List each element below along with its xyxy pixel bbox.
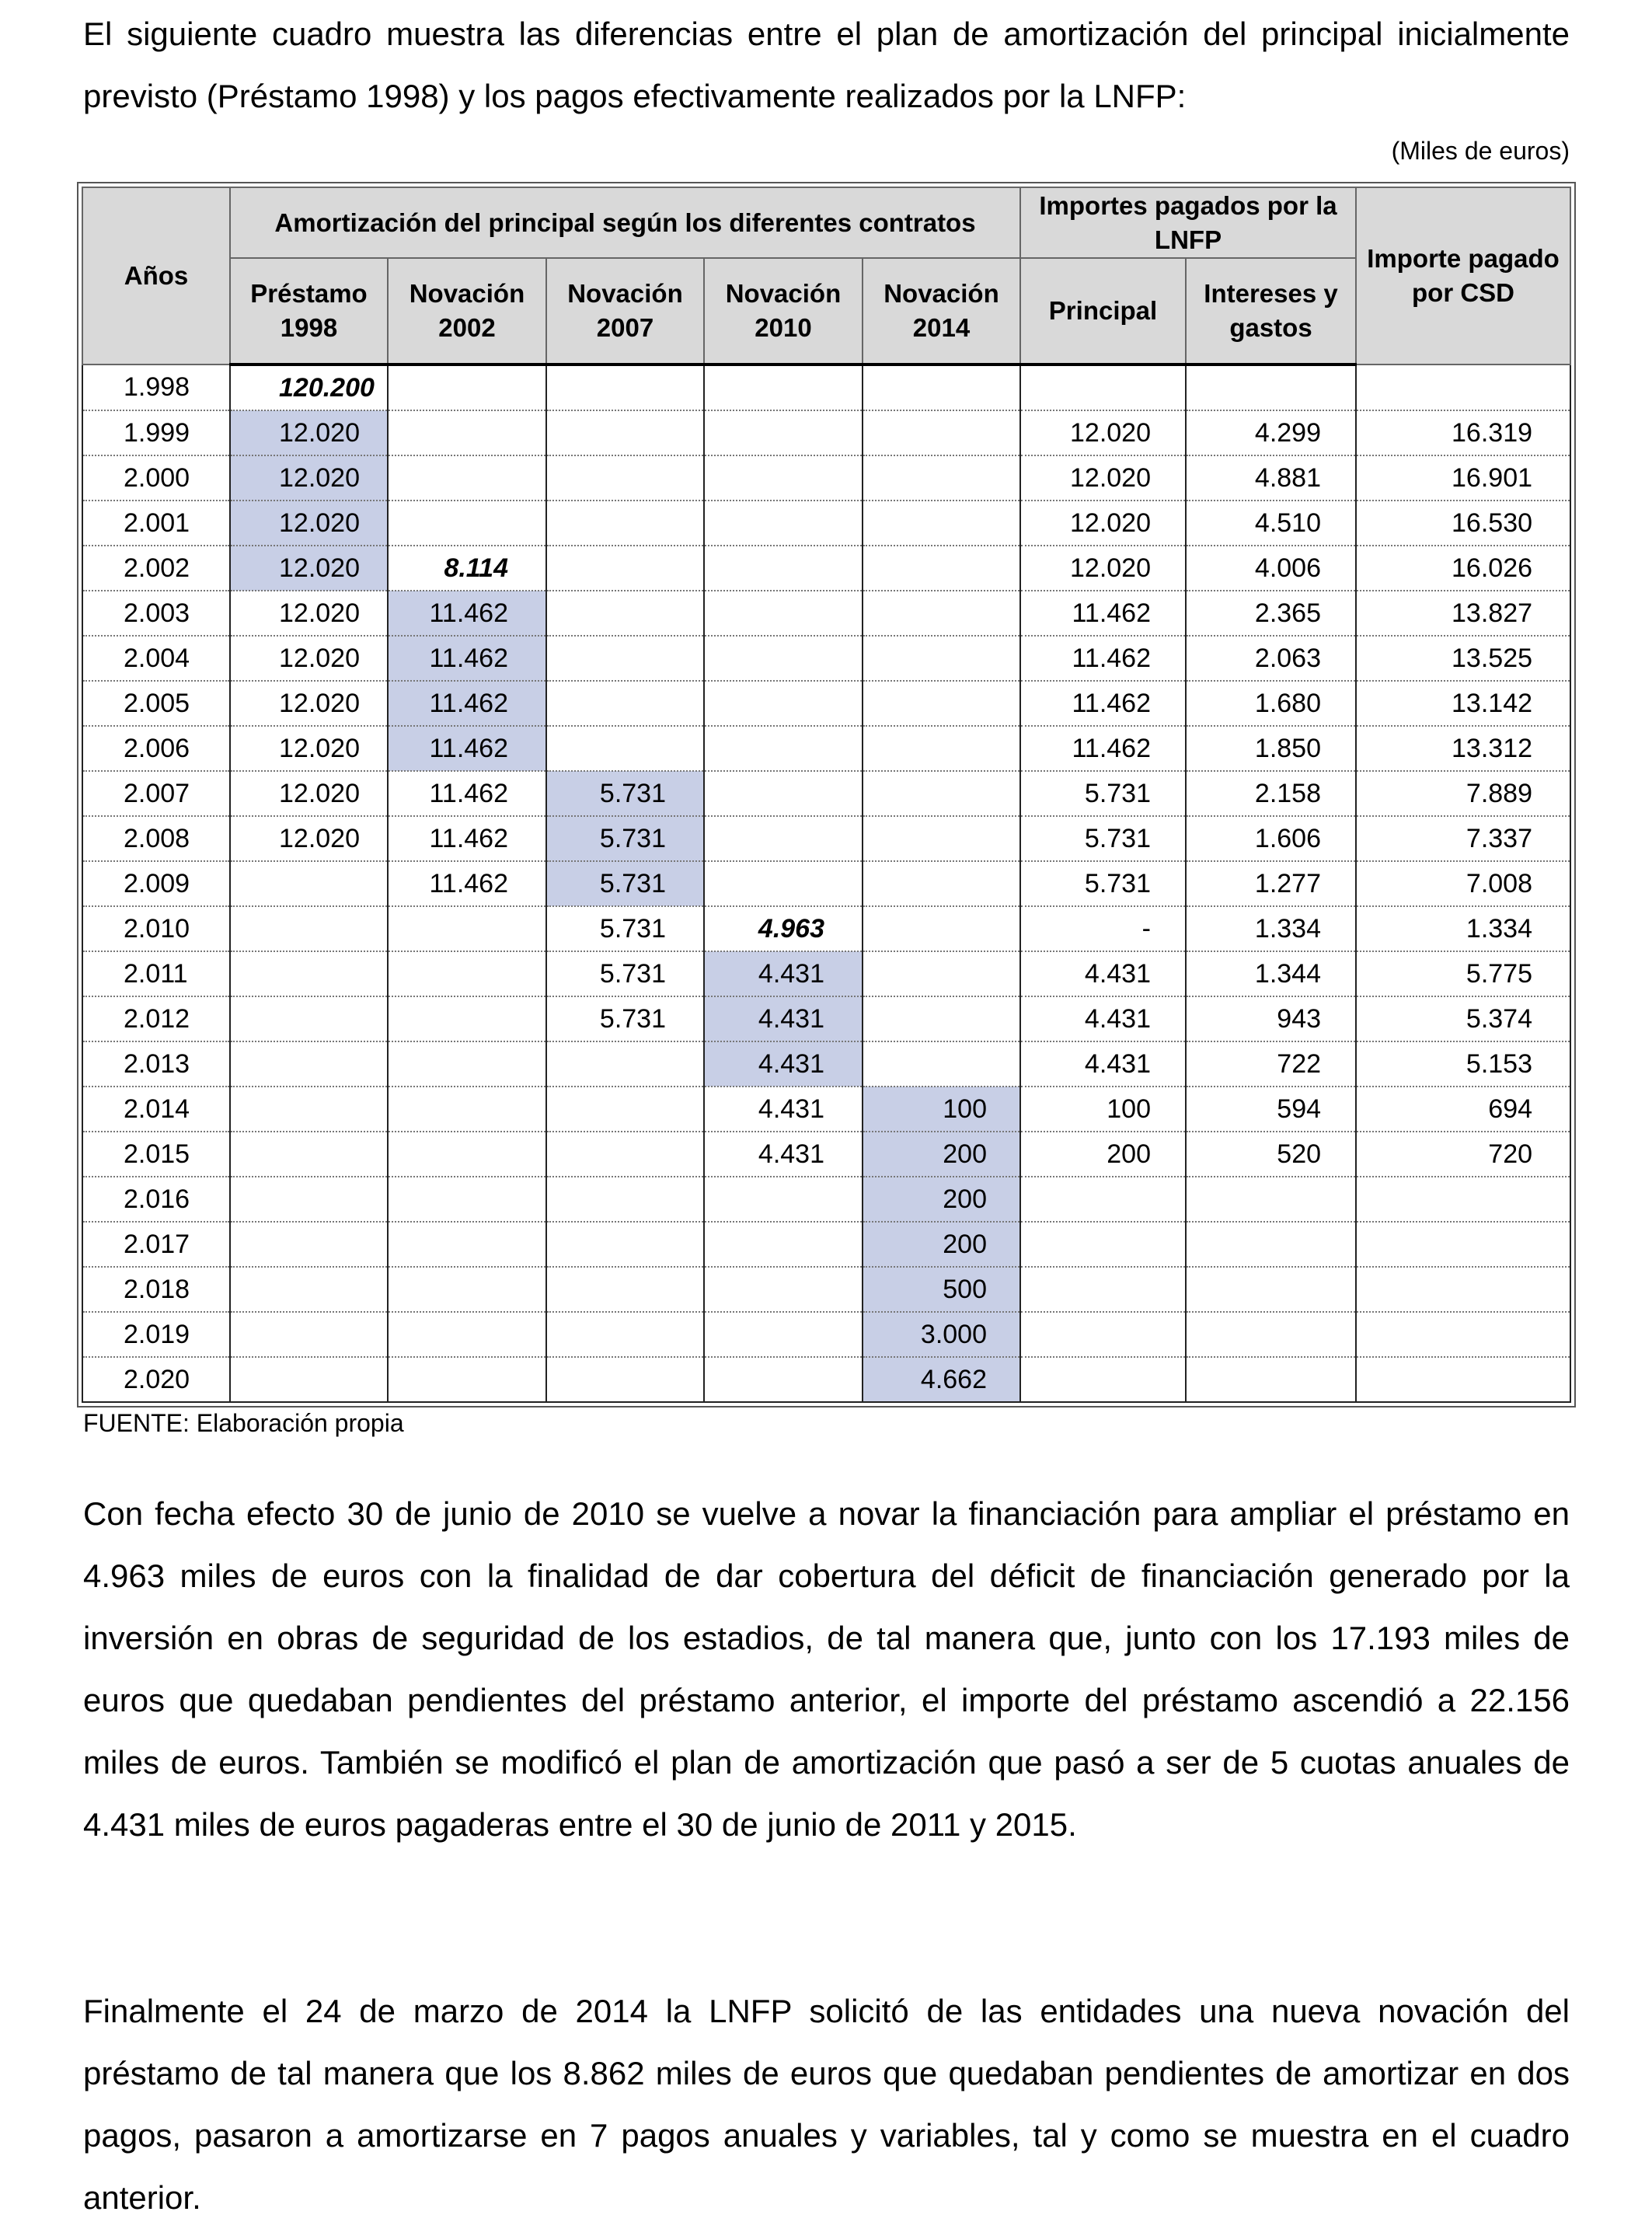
cell-novacion-2014 <box>863 906 1020 951</box>
cell-year: 2.012 <box>82 996 230 1041</box>
cell-novacion-2002: 11.462 <box>388 771 546 816</box>
cell-year: 2.020 <box>82 1357 230 1402</box>
cell-prestamo-1998 <box>230 996 388 1041</box>
cell-prestamo-1998: 12.020 <box>230 636 388 681</box>
cell-novacion-2002: 11.462 <box>388 591 546 636</box>
table-row <box>82 636 1570 681</box>
cell-prestamo-1998 <box>230 1357 388 1402</box>
cell-principal: - <box>1020 906 1186 951</box>
cell-novacion-2010: 4.431 <box>704 1041 863 1087</box>
table-row <box>82 1312 1570 1357</box>
cell-novacion-2007 <box>546 546 704 591</box>
cell-intereses: 1.334 <box>1186 906 1356 951</box>
cell-csd: 720 <box>1356 1132 1570 1177</box>
cell-csd: 7.337 <box>1356 816 1570 861</box>
cell-novacion-2014 <box>863 771 1020 816</box>
cell-principal: 12.020 <box>1020 455 1186 501</box>
cell-year: 2.000 <box>82 455 230 501</box>
cell-principal: 11.462 <box>1020 726 1186 771</box>
cell-intereses: 722 <box>1186 1041 1356 1087</box>
cell-novacion-2010 <box>704 1222 863 1267</box>
cell-intereses: 2.365 <box>1186 591 1356 636</box>
cell-novacion-2014 <box>863 455 1020 501</box>
cell-novacion-2010: 4.963 <box>704 906 863 951</box>
cell-intereses: 943 <box>1186 996 1356 1041</box>
cell-prestamo-1998: 120.200 <box>230 365 388 410</box>
cell-principal: 200 <box>1020 1132 1186 1177</box>
cell-principal: 4.431 <box>1020 1041 1186 1087</box>
cell-novacion-2010 <box>704 546 863 591</box>
cell-prestamo-1998: 12.020 <box>230 501 388 546</box>
cell-novacion-2007 <box>546 1177 704 1222</box>
cell-intereses: 520 <box>1186 1132 1356 1177</box>
cell-novacion-2014 <box>863 501 1020 546</box>
cell-prestamo-1998 <box>230 1087 388 1132</box>
cell-novacion-2010 <box>704 455 863 501</box>
cell-prestamo-1998 <box>230 1132 388 1177</box>
cell-novacion-2007: 5.731 <box>546 951 704 996</box>
cell-csd: 16.530 <box>1356 501 1570 546</box>
cell-novacion-2002: 11.462 <box>388 816 546 861</box>
cell-novacion-2014: 100 <box>863 1087 1020 1132</box>
table-row <box>82 951 1570 996</box>
cell-csd: 7.008 <box>1356 861 1570 906</box>
cell-novacion-2014 <box>863 816 1020 861</box>
cell-intereses <box>1186 1312 1356 1357</box>
table-row <box>82 1357 1570 1402</box>
cell-year: 2.006 <box>82 726 230 771</box>
cell-year: 2.013 <box>82 1041 230 1087</box>
cell-novacion-2007 <box>546 1312 704 1357</box>
intro-paragraph: El siguiente cuadro muestra las diferencias entre el plan de amortización del principal inicialmente previsto (Préstamo 1998) y los pagos efectivamente realizados por la LNFP: <box>83 16 1570 114</box>
cell-intereses: 1.606 <box>1186 816 1356 861</box>
cell-novacion-2007 <box>546 636 704 681</box>
cell-principal: 12.020 <box>1020 546 1186 591</box>
table-row <box>82 906 1570 951</box>
cell-novacion-2010: 4.431 <box>704 951 863 996</box>
cell-principal <box>1020 1267 1186 1312</box>
cell-novacion-2014: 200 <box>863 1222 1020 1267</box>
cell-principal <box>1020 1357 1186 1402</box>
cell-novacion-2010 <box>704 861 863 906</box>
cell-csd: 16.026 <box>1356 546 1570 591</box>
cell-prestamo-1998 <box>230 1312 388 1357</box>
cell-csd <box>1356 1312 1570 1357</box>
cell-novacion-2010 <box>704 1357 863 1402</box>
cell-novacion-2007 <box>546 365 704 410</box>
cell-principal: 4.431 <box>1020 996 1186 1041</box>
header-paid-group: Importes pagados por la LNFP <box>1020 187 1356 258</box>
cell-prestamo-1998: 12.020 <box>230 771 388 816</box>
cell-csd: 13.827 <box>1356 591 1570 636</box>
cell-year: 2.004 <box>82 636 230 681</box>
cell-principal: 5.731 <box>1020 771 1186 816</box>
cell-intereses <box>1186 1222 1356 1267</box>
cell-novacion-2010 <box>704 681 863 726</box>
cell-novacion-2002 <box>388 1041 546 1087</box>
header-prestamo-1998: Préstamo 1998 <box>230 258 388 365</box>
cell-novacion-2014: 500 <box>863 1267 1020 1312</box>
header-novacion-2002: Novación 2002 <box>388 258 546 365</box>
cell-novacion-2007: 5.731 <box>546 996 704 1041</box>
cell-novacion-2010 <box>704 410 863 455</box>
cell-csd: 5.374 <box>1356 996 1570 1041</box>
header-intereses: Intereses y gastos <box>1186 258 1356 365</box>
table-row <box>82 816 1570 861</box>
cell-prestamo-1998 <box>230 861 388 906</box>
units-note: (Miles de euros) <box>1391 137 1570 165</box>
cell-prestamo-1998 <box>230 1177 388 1222</box>
header-novacion-2014: Novación 2014 <box>863 258 1020 365</box>
cell-novacion-2014: 200 <box>863 1177 1020 1222</box>
cell-novacion-2007 <box>546 410 704 455</box>
cell-principal: 11.462 <box>1020 681 1186 726</box>
cell-novacion-2007 <box>546 1041 704 1087</box>
cell-year: 2.003 <box>82 591 230 636</box>
cell-prestamo-1998 <box>230 951 388 996</box>
table-row <box>82 1087 1570 1132</box>
cell-principal: 11.462 <box>1020 636 1186 681</box>
cell-year: 2.009 <box>82 861 230 906</box>
cell-principal: 12.020 <box>1020 501 1186 546</box>
cell-year: 2.018 <box>82 1267 230 1312</box>
cell-csd <box>1356 1222 1570 1267</box>
cell-novacion-2002 <box>388 1222 546 1267</box>
header-novacion-2007: Novación 2007 <box>546 258 704 365</box>
cell-novacion-2014 <box>863 726 1020 771</box>
cell-intereses <box>1186 1357 1356 1402</box>
cell-csd <box>1356 1267 1570 1312</box>
cell-novacion-2010 <box>704 636 863 681</box>
cell-novacion-2007: 5.731 <box>546 816 704 861</box>
cell-csd <box>1356 1177 1570 1222</box>
cell-intereses: 4.006 <box>1186 546 1356 591</box>
table-row <box>82 771 1570 816</box>
cell-principal: 5.731 <box>1020 861 1186 906</box>
cell-year: 2.007 <box>82 771 230 816</box>
cell-novacion-2014 <box>863 996 1020 1041</box>
table-row <box>82 365 1570 410</box>
cell-principal <box>1020 365 1186 410</box>
cell-novacion-2007: 5.731 <box>546 906 704 951</box>
cell-year: 2.015 <box>82 1132 230 1177</box>
cell-csd <box>1356 1357 1570 1402</box>
cell-year: 2.010 <box>82 906 230 951</box>
table-row <box>82 1041 1570 1087</box>
cell-year: 2.008 <box>82 816 230 861</box>
cell-csd: 5.775 <box>1356 951 1570 996</box>
cell-novacion-2002: 11.462 <box>388 681 546 726</box>
cell-novacion-2002 <box>388 455 546 501</box>
cell-novacion-2007 <box>546 501 704 546</box>
cell-csd: 13.312 <box>1356 726 1570 771</box>
cell-novacion-2002 <box>388 951 546 996</box>
table-row <box>82 455 1570 501</box>
cell-year: 2.017 <box>82 1222 230 1267</box>
cell-intereses <box>1186 365 1356 410</box>
cell-novacion-2007 <box>546 455 704 501</box>
cell-year: 2.001 <box>82 501 230 546</box>
table-row <box>82 591 1570 636</box>
cell-novacion-2014 <box>863 365 1020 410</box>
cell-intereses: 2.063 <box>1186 636 1356 681</box>
cell-novacion-2007 <box>546 1222 704 1267</box>
cell-principal: 4.431 <box>1020 951 1186 996</box>
source-note: FUENTE: Elaboración propia <box>83 1409 404 1437</box>
cell-novacion-2010 <box>704 1312 863 1357</box>
cell-novacion-2007 <box>546 1267 704 1312</box>
cell-novacion-2010: 4.431 <box>704 1132 863 1177</box>
cell-intereses: 4.881 <box>1186 455 1356 501</box>
cell-csd: 7.889 <box>1356 771 1570 816</box>
cell-prestamo-1998 <box>230 1267 388 1312</box>
cell-novacion-2007 <box>546 726 704 771</box>
cell-novacion-2002 <box>388 410 546 455</box>
cell-novacion-2007 <box>546 1357 704 1402</box>
cell-novacion-2010 <box>704 501 863 546</box>
cell-year: 2.002 <box>82 546 230 591</box>
cell-novacion-2002 <box>388 1357 546 1402</box>
cell-principal: 11.462 <box>1020 591 1186 636</box>
table-row <box>82 1222 1570 1267</box>
cell-prestamo-1998: 12.020 <box>230 455 388 501</box>
header-novacion-2010: Novación 2010 <box>704 258 863 365</box>
cell-year: 2.016 <box>82 1177 230 1222</box>
cell-novacion-2014 <box>863 1041 1020 1087</box>
cell-novacion-2002: 11.462 <box>388 726 546 771</box>
cell-novacion-2002: 11.462 <box>388 636 546 681</box>
cell-novacion-2010 <box>704 726 863 771</box>
cell-intereses: 1.850 <box>1186 726 1356 771</box>
cell-csd: 16.901 <box>1356 455 1570 501</box>
cell-novacion-2002: 11.462 <box>388 861 546 906</box>
cell-prestamo-1998: 12.020 <box>230 816 388 861</box>
table-row <box>82 1267 1570 1312</box>
cell-novacion-2010 <box>704 1267 863 1312</box>
cell-prestamo-1998: 12.020 <box>230 546 388 591</box>
table-row <box>82 410 1570 455</box>
cell-novacion-2014: 4.662 <box>863 1357 1020 1402</box>
cell-principal <box>1020 1312 1186 1357</box>
cell-novacion-2010 <box>704 1177 863 1222</box>
cell-novacion-2007 <box>546 681 704 726</box>
cell-year: 1.998 <box>82 365 230 410</box>
cell-novacion-2002 <box>388 501 546 546</box>
cell-prestamo-1998: 12.020 <box>230 591 388 636</box>
cell-intereses <box>1186 1267 1356 1312</box>
cell-csd: 13.142 <box>1356 681 1570 726</box>
table-row <box>82 1132 1570 1177</box>
cell-novacion-2010 <box>704 365 863 410</box>
cell-novacion-2007 <box>546 1132 704 1177</box>
cell-year: 2.011 <box>82 951 230 996</box>
header-csd: Importe pagado por CSD <box>1356 187 1570 365</box>
table-row <box>82 501 1570 546</box>
cell-intereses: 1.680 <box>1186 681 1356 726</box>
cell-prestamo-1998: 12.020 <box>230 410 388 455</box>
cell-principal: 5.731 <box>1020 816 1186 861</box>
cell-year: 2.019 <box>82 1312 230 1357</box>
cell-principal: 100 <box>1020 1087 1186 1132</box>
cell-intereses <box>1186 1177 1356 1222</box>
cell-year: 2.005 <box>82 681 230 726</box>
cell-novacion-2010 <box>704 816 863 861</box>
cell-novacion-2014 <box>863 636 1020 681</box>
table-row <box>82 1177 1570 1222</box>
cell-novacion-2014 <box>863 546 1020 591</box>
cell-novacion-2002: 8.114 <box>388 546 546 591</box>
cell-novacion-2010: 4.431 <box>704 996 863 1041</box>
cell-novacion-2010: 4.431 <box>704 1087 863 1132</box>
cell-novacion-2014 <box>863 681 1020 726</box>
cell-novacion-2014 <box>863 591 1020 636</box>
cell-novacion-2014: 3.000 <box>863 1312 1020 1357</box>
cell-year: 1.999 <box>82 410 230 455</box>
cell-prestamo-1998 <box>230 1222 388 1267</box>
cell-novacion-2007: 5.731 <box>546 771 704 816</box>
table-row <box>82 681 1570 726</box>
cell-novacion-2014 <box>863 410 1020 455</box>
cell-novacion-2007 <box>546 1087 704 1132</box>
table-row <box>82 726 1570 771</box>
cell-novacion-2002 <box>388 365 546 410</box>
cell-intereses: 4.299 <box>1186 410 1356 455</box>
cell-csd: 5.153 <box>1356 1041 1570 1087</box>
cell-novacion-2002 <box>388 1132 546 1177</box>
cell-csd: 13.525 <box>1356 636 1570 681</box>
cell-prestamo-1998: 12.020 <box>230 681 388 726</box>
cell-intereses: 1.277 <box>1186 861 1356 906</box>
cell-novacion-2014 <box>863 861 1020 906</box>
body-paragraph-2010: Con fecha efecto 30 de junio de 2010 se vuelve a novar la financiación para ampliar el préstamo en 4.963 miles de euros con la finalidad de dar cobertura del déficit de financiación generado por la inversión en obras de seguridad de los estadios, de tal manera que, junto con los 17.193 miles de euros que quedaban pendientes del préstamo anterior, el importe del préstamo ascendió a 22.156 miles de euros. También se modificó el plan de amortización que pasó a ser de 5 cuotas anuales de 4.431 miles de euros pagaderas entre el 30 de junio de 2011 y 2015. <box>83 1495 1570 1843</box>
body-paragraph-2014: Finalmente el 24 de marzo de 2014 la LNFP solicitó de las entidades una nueva novación del préstamo de tal manera que los 8.862 miles de euros que quedaban pendientes de amortizar en dos pagos, pasaron a amortizarse en 7 pagos anuales y variables, tal y como se muestra en el cuadro anterior. <box>83 1993 1570 2216</box>
cell-intereses: 594 <box>1186 1087 1356 1132</box>
cell-novacion-2014 <box>863 951 1020 996</box>
cell-principal <box>1020 1222 1186 1267</box>
cell-csd: 16.319 <box>1356 410 1570 455</box>
cell-csd <box>1356 365 1570 410</box>
cell-intereses: 2.158 <box>1186 771 1356 816</box>
cell-novacion-2014: 200 <box>863 1132 1020 1177</box>
cell-year: 2.014 <box>82 1087 230 1132</box>
table-row <box>82 546 1570 591</box>
cell-novacion-2007: 5.731 <box>546 861 704 906</box>
header-years: Años <box>82 187 230 365</box>
amortization-table <box>82 187 1571 1403</box>
cell-novacion-2002 <box>388 1312 546 1357</box>
cell-novacion-2002 <box>388 1087 546 1132</box>
cell-principal <box>1020 1177 1186 1222</box>
cell-novacion-2010 <box>704 771 863 816</box>
cell-intereses: 1.344 <box>1186 951 1356 996</box>
table-row <box>82 861 1570 906</box>
header-amortization-group: Amortización del principal según los diferentes contratos <box>230 187 1020 258</box>
table-row <box>82 996 1570 1041</box>
cell-novacion-2010 <box>704 591 863 636</box>
cell-intereses: 4.510 <box>1186 501 1356 546</box>
cell-csd: 1.334 <box>1356 906 1570 951</box>
cell-principal: 12.020 <box>1020 410 1186 455</box>
cell-prestamo-1998 <box>230 906 388 951</box>
cell-prestamo-1998: 12.020 <box>230 726 388 771</box>
cell-novacion-2002 <box>388 1177 546 1222</box>
cell-csd: 694 <box>1356 1087 1570 1132</box>
cell-novacion-2002 <box>388 1267 546 1312</box>
cell-novacion-2002 <box>388 996 546 1041</box>
cell-novacion-2007 <box>546 591 704 636</box>
cell-prestamo-1998 <box>230 1041 388 1087</box>
cell-novacion-2002 <box>388 906 546 951</box>
table-body <box>82 365 1570 1402</box>
header-principal: Principal <box>1020 258 1186 365</box>
